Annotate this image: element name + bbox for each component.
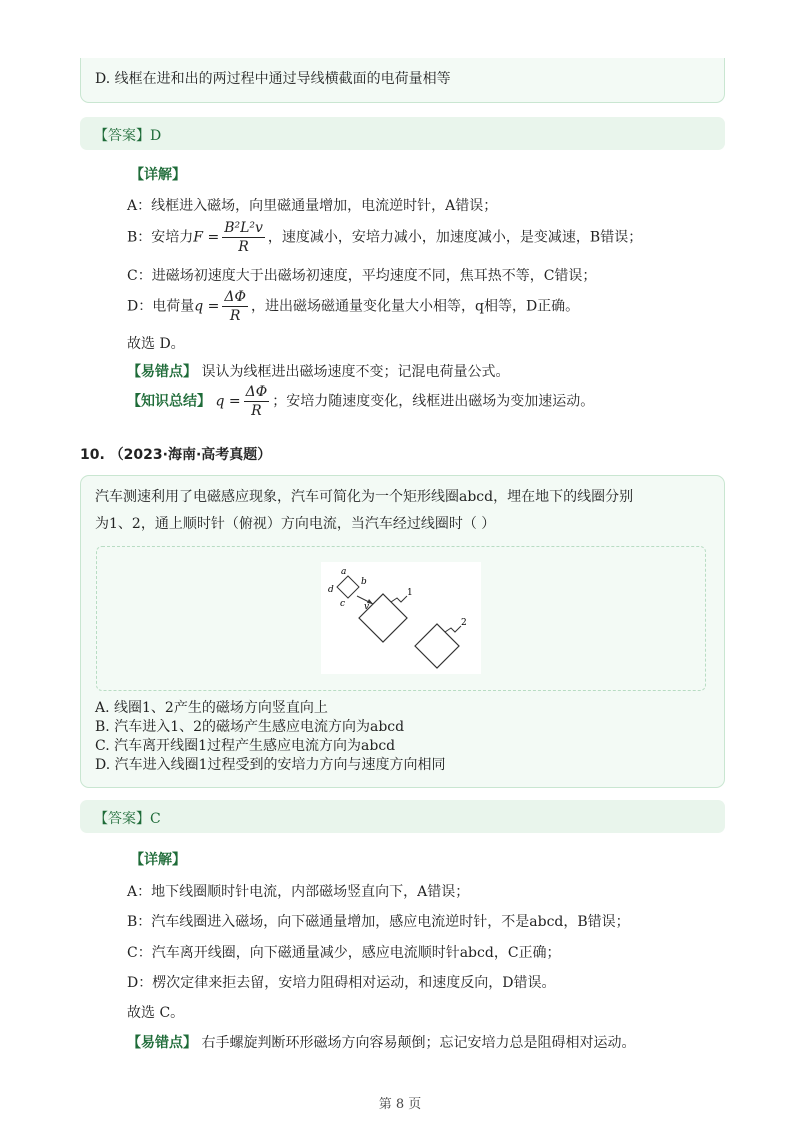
prev-summary-tag: 【知识总结】 [127, 393, 211, 410]
prev-error-line [127, 361, 509, 381]
prev-line-b-fraction [222, 219, 265, 256]
option-d: D. 汽车进入线圈1过程受到的安培力方向与速度方向相同 [95, 757, 446, 773]
prev-line-d-prefix: D：电荷量 [127, 298, 195, 315]
detail-line-c: C：汽车离开线圈，向下磁通量减少，感应电流顺时针abcd，C正确； [127, 945, 561, 961]
prev-summary-lhs: q = [215, 393, 241, 410]
label-b: b [361, 577, 367, 587]
prev-line-d-num: ΔΦ [224, 289, 246, 305]
prev-summary-den: R [251, 403, 262, 419]
label-coil-2: 2 [461, 618, 467, 628]
prev-option-d: D. 线框在进和出的两过程中通过导线横截面的电荷量相等 [95, 71, 451, 87]
option-c: C. 汽车离开线圈1过程产生感应电流方向为abcd [95, 738, 396, 754]
answer-value: C [150, 811, 161, 827]
page-number: 第 8 页 [378, 1097, 422, 1112]
label-a: a [341, 567, 347, 577]
coil-figure [321, 562, 481, 674]
answer-bar [80, 800, 725, 833]
coil-1-leads [391, 596, 407, 602]
prev-line-b-den: R [238, 239, 249, 255]
detail-heading: 【详解】 [130, 852, 186, 868]
prev-line-d-fraction [222, 288, 248, 325]
label-coil-1: 1 [407, 588, 413, 598]
coil-2-leads [445, 626, 461, 632]
option-b: B. 汽车进入1、2的磁场产生感应电流方向为abcd [95, 719, 405, 735]
error-text: 右手螺旋判断环形磁场方向容易颠倒；忘记安培力总是阻碍相对运动。 [197, 1035, 636, 1051]
prev-line-choose: 故选 D。 [127, 336, 185, 352]
prev-detail-heading: 【详解】 [130, 167, 186, 183]
prev-line-d-den: R [229, 308, 241, 324]
prev-line-d [127, 288, 579, 325]
prev-error-tag: 【易错点】 [127, 364, 197, 380]
label-v: v [364, 602, 370, 612]
prev-answer-bar [80, 117, 725, 150]
prev-summary-num: ΔΦ [245, 384, 268, 400]
detail-line-a: A：地下线圈顺时针电流，内部磁场竖直向下，A错误； [127, 884, 470, 900]
question-heading: 10. （2023·海南·高考真题） [80, 447, 272, 463]
prev-summary-line [127, 383, 594, 420]
detail-line-d: D：楞次定律来拒去留，安培力阻碍相对运动，和速度反向，D错误。 [127, 975, 556, 991]
answer-tag: 【答案】 [94, 811, 150, 827]
coil-figure-svg [321, 562, 481, 674]
label-d: d [328, 585, 334, 595]
prev-line-d-lhs: q = [194, 298, 220, 315]
prev-line-c: C：进磁场初速度大于出磁场初速度，平均速度不同，焦耳热不等，C错误； [127, 268, 597, 284]
prev-error-text: 误认为线框进出磁场速度不变；记混电荷量公式。 [197, 364, 510, 380]
prev-line-b-prefix: B：安培力 [127, 229, 194, 246]
option-a: A. 线圈1、2产生的磁场方向竖直向上 [95, 700, 328, 716]
question-stem-line1: 汽车测速利用了电磁感应现象，汽车可简化为一个矩形线圈abcd，埋在地下的线圈分别 [95, 489, 634, 505]
prev-line-d-suffix: ，进出磁场磁通量变化量大小相等，q相等，D正确。 [250, 298, 580, 315]
error-tag: 【易错点】 [127, 1035, 197, 1051]
question-stem-line2: 为1、2，通上顺时针（俯视）方向电流，当汽车经过线圈时（ ） [95, 516, 496, 532]
prev-line-b-num: B²L²v [224, 220, 263, 236]
error-line [127, 1032, 635, 1052]
coil-2-shape [415, 624, 459, 668]
prev-line-b-lhs: F = [193, 229, 220, 246]
prev-line-a: A：线框进入磁场，向里磁通量增加，电流逆时针，A错误； [127, 198, 498, 214]
prev-answer-value: D [150, 128, 162, 144]
prev-summary-fraction [244, 383, 270, 420]
prev-line-b [127, 219, 642, 256]
prev-line-b-suffix: ，速度减小，安培力减小，加速度减小，是变减速，B错误； [267, 229, 643, 246]
prev-summary-text: ；安培力随速度变化，线框进出磁场为变加速运动。 [272, 393, 595, 410]
car-loop-shape [337, 576, 359, 598]
prev-answer-tag: 【答案】 [94, 128, 150, 144]
detail-line-b: B：汽车线圈进入磁场，向下磁通量增加，感应电流逆时针，不是abcd，B错误； [127, 914, 630, 930]
detail-line-choose: 故选 C。 [127, 1005, 185, 1021]
label-c: c [340, 599, 346, 609]
